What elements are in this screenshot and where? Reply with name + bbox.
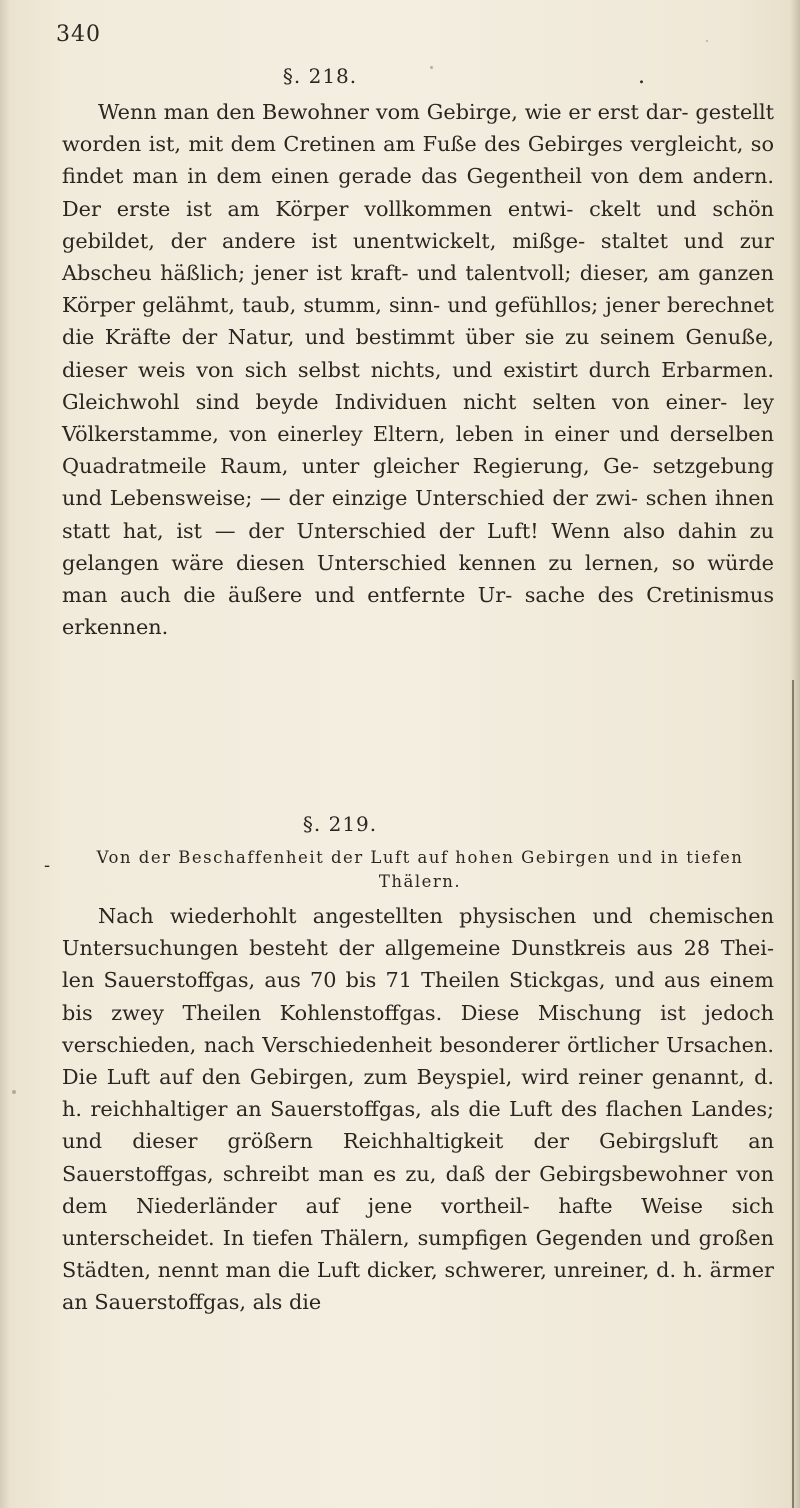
margin-dash: -: [44, 855, 51, 876]
paper-speck: [706, 40, 708, 42]
paragraph-218-text: Wenn man den Bewohner vom Gebirge, wie er erst dar- gestellt worden ist, mit dem Cretinen am Fuße des Gebirges vergleicht, so findet man in dem einen gerade das Gegentheil von dem andern. Der erste ist am Körper vollkommen entwi- ckelt und schön gebildet, der andere ist unentwickelt, mißge- staltet und zur Abscheu häßlich; jener ist kraft- und talentvoll; dieser, am ganzen Körper gelähmt, taub, stumm, sinn- und gefühllos; jener berechnet die Kräfte der Natur, und bestimmt über sie zu seinem Genuße, dieser weis von sich selbst nichts, und existirt durch Erbarmen. Gleichwohl sind beyde Individuen nicht selten von einer- ley Völkerstamme, von einerley Eltern, leben in einer und derselben Quadratmeile Raum, unter gleicher Regierung, Ge- setzgebung und Lebensweise; — der einzige Unterschied der zwi- schen ihnen statt hat, ist — der Unterschied der Luft! Wenn also dahin zu gelangen wäre diesen Unterschied kennen zu lernen, so würde man auch die äußere und entfernte Ur- sache des Cretinismus erkennen.: [62, 100, 774, 640]
paper-speck: [430, 66, 433, 69]
paragraph-218: [62, 96, 774, 643]
paragraph-219: [62, 900, 774, 1319]
paper-speck: [12, 1090, 16, 1094]
stray-mark: .: [638, 64, 645, 89]
section-heading-219: §. 219.: [302, 812, 378, 836]
page-number: 340: [56, 22, 101, 47]
page-shadow-left: [0, 0, 10, 1508]
section-heading-218: §. 218.: [282, 64, 358, 88]
paragraph-219-text: Nach wiederhohlt angestellten physischen und chemischen Untersuchungen besteht der allgemeine Dunstkreis aus 28 Thei- len Sauerstoffgas, aus 70 bis 71 Theilen Stickgas, und aus einem bis zwey Theilen Kohlenstoffgas. Diese Mischung ist jedoch verschieden, nach Verschiedenheit besonderer örtlicher Ursachen. Die Luft auf den Gebirgen, zum Beyspiel, wird reiner genannt, d. h. reichhaltiger an Sauerstoffgas, als die Luft des flachen Landes; und dieser größern Reichhaltigkeit der Gebirgsluft an Sauerstoffgas, schreibt man es zu, daß der Gebirgsbewohner von dem Niederländer auf jene vortheil- hafte Weise sich unterscheidet. In tiefen Thälern, sumpfigen Gegenden und großen Städten, nennt man die Luft dicker, schwerer, unreiner, d. h. ärmer an Sauerstoffgas, als die: [62, 904, 774, 1315]
binding-edge: [792, 680, 794, 1508]
section-subtitle: Von der Beschaffenheit der Luft auf hohen Gebirgen und in tiefen Thälern.: [96, 848, 744, 891]
